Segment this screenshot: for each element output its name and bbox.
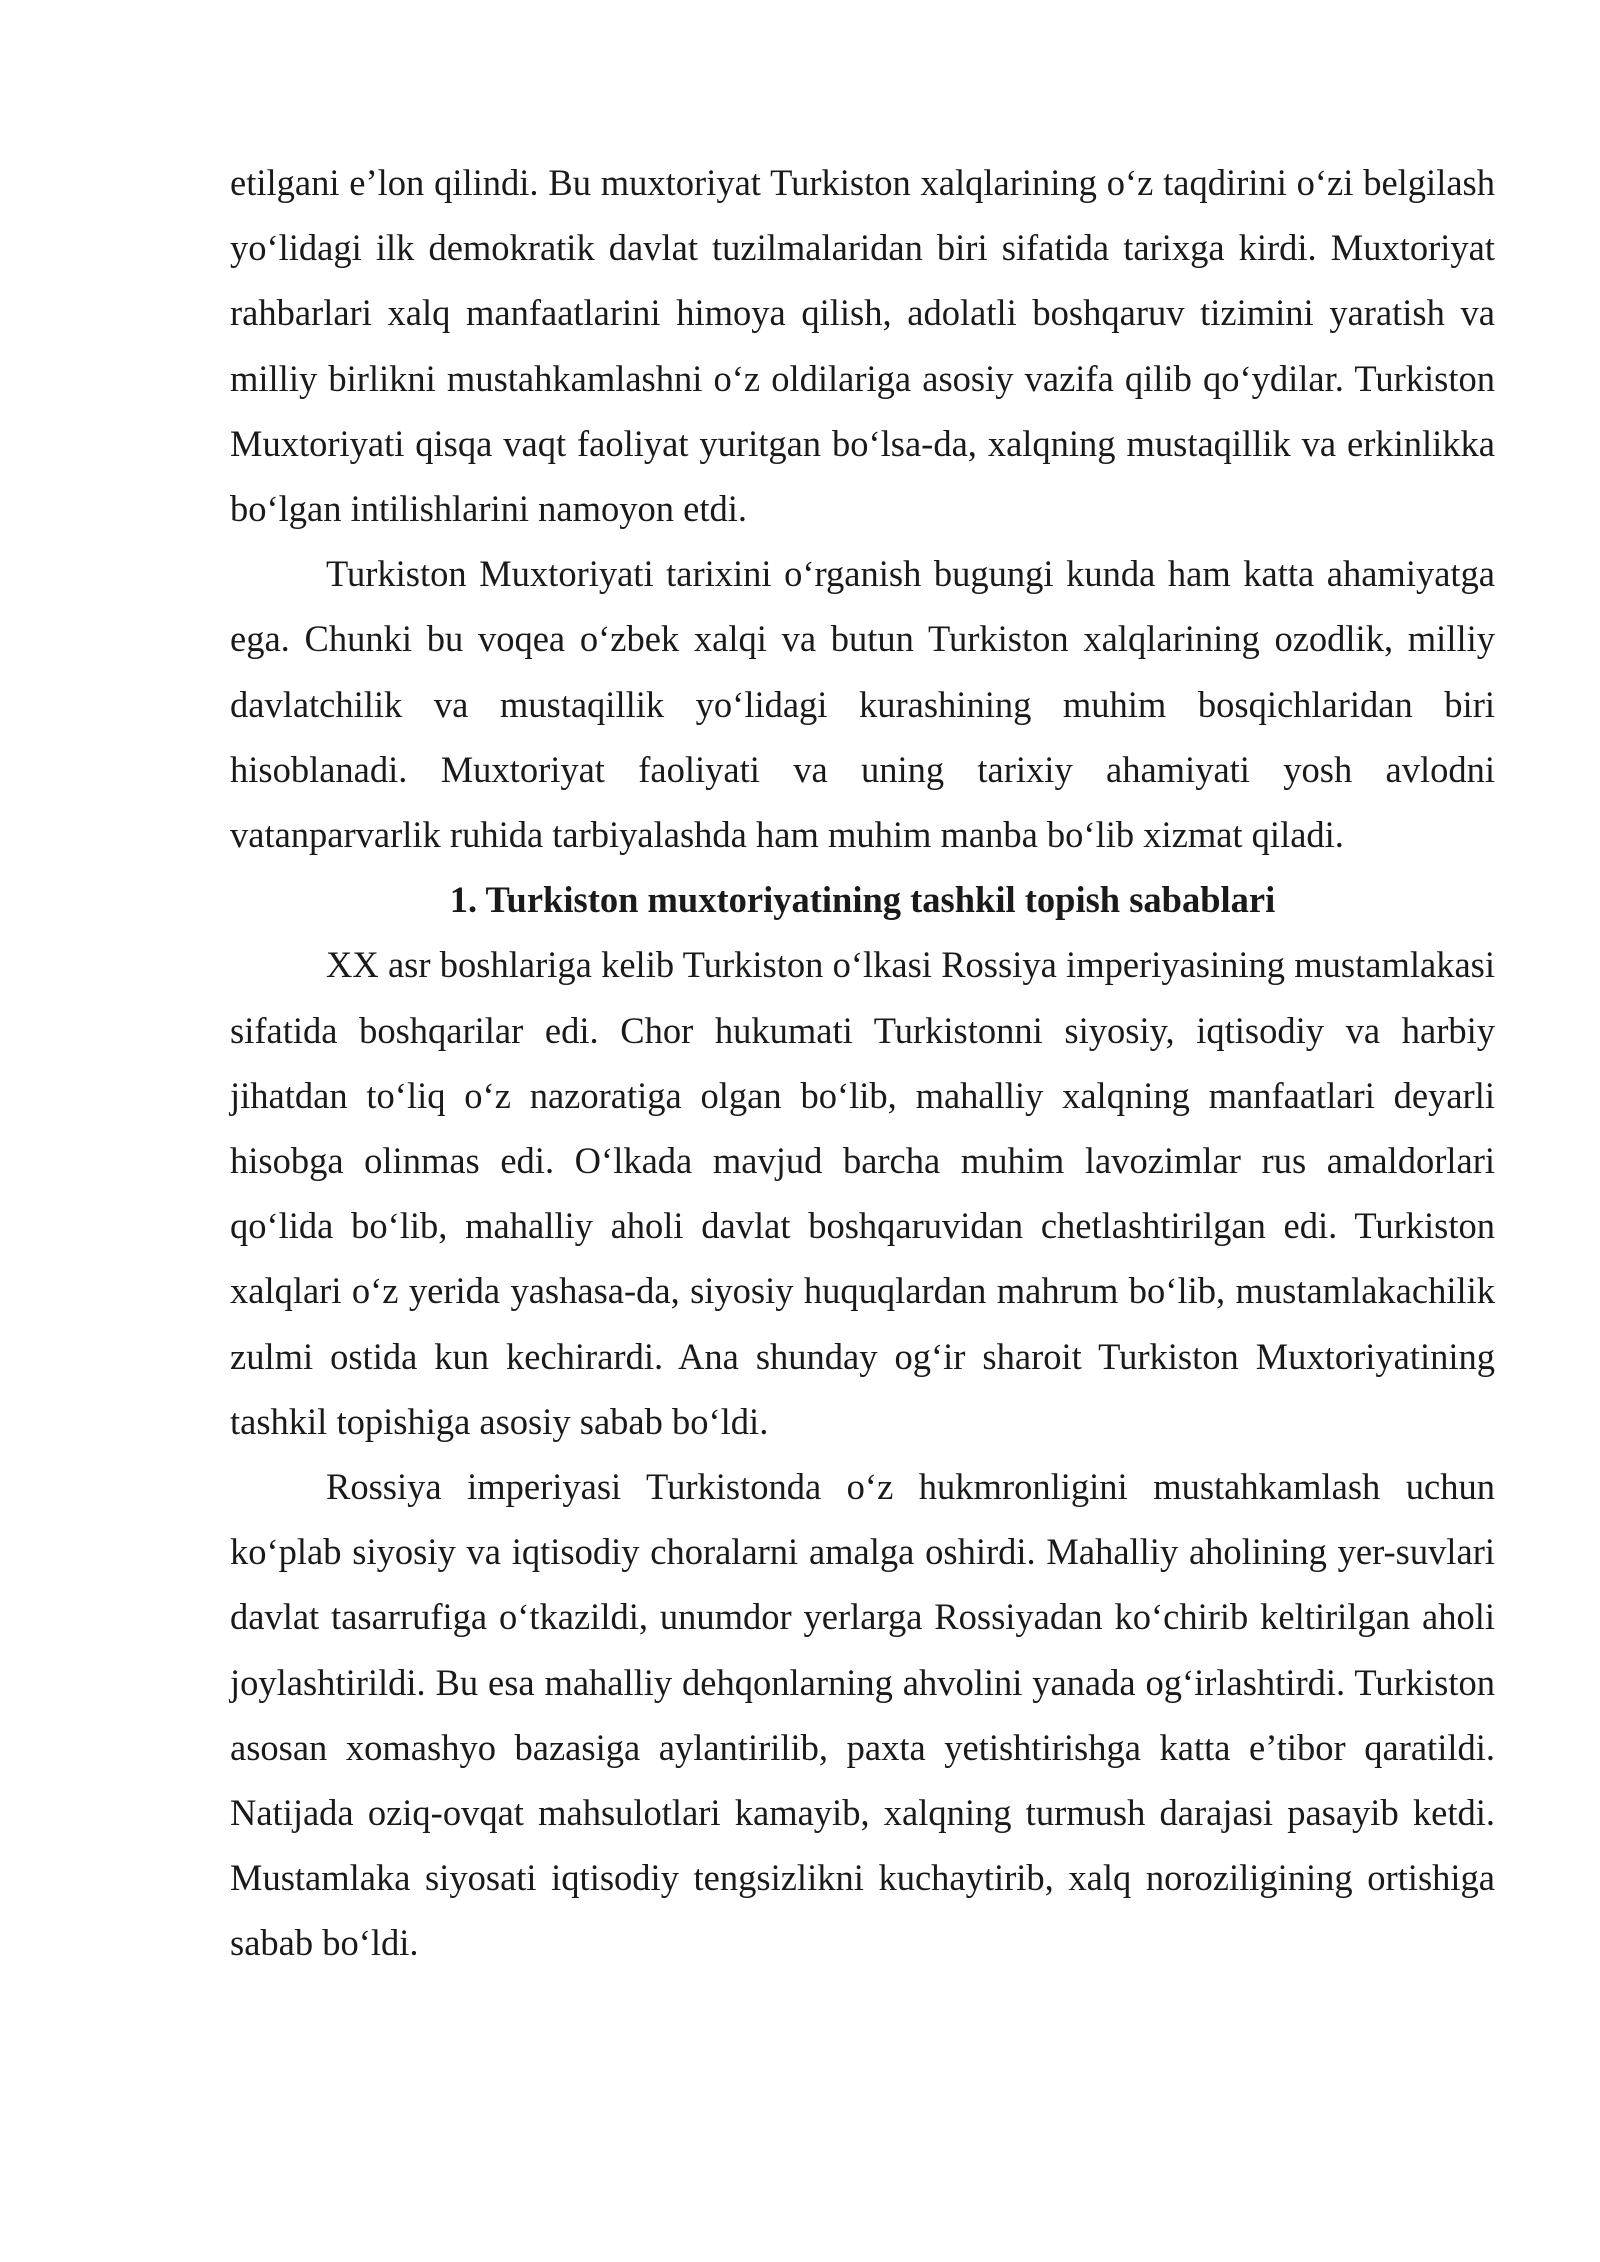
- paragraph-colonial-rule: XX asr boshlariga kelib Turkiston o‘lkasi Rossiya imperiyasining mustamlakasi sifatida boshqarilar edi. Chor hukumati Turkistonni siyosiy, iqtisodiy va harbiy jihatdan to‘liq o‘z nazoratiga olgan bo‘lib, mahalliy xalqning manfaatlari deyarli hisobga olinmas edi. O‘lkada mavjud barcha muhim lavozimlar rus amaldorlari qo‘lida bo‘lib, mahalliy aholi davlat boshqaruvidan chetlashtirilgan edi. Turkiston xalqlari o‘z yerida yashasa-da, siyosiy huquqlardan mahrum bo‘lib, mustamlakachilik zulmi ostida kun kechirardi. Ana shunday og‘ir sharoit Turkiston Muxtoriyatining tashkil topishiga asosiy sabab bo‘ldi.: [230, 944, 1495, 1442]
- document-page: [230, 150, 1495, 1976]
- paragraph-significance: Turkiston Muxtoriyati tarixini o‘rganish bugungi kunda ham katta ahamiyatga ega. Chunki bu voqea o‘zbek xalqi va butun Turkiston xalqlarining ozodlik, milliy davlatchilik va mustaqillik yo‘lidagi kurashining muhim bosqichlaridan biri hisoblanadi. Muxtoriyat faoliyati va uning tarixiy ahamiyati yosh avlodni vatanparvarlik ruhida tarbiyalashda ham muhim manba bo‘lib xizmat qiladi.: [230, 553, 1495, 856]
- paragraph-continuation: etilgani e’lon qilindi. Bu muxtoriyat Turkiston xalqlarining o‘z taqdirini o‘zi belgilash yo‘lidagi ilk demokratik davlat tuzilmalaridan biri sifatida tarixga kirdi. Muxtoriyat rahbarlari xalq manfaatlarini himoya qilish, adolatli boshqaruv tizimini yaratish va milliy birlikni mustahkamlashni o‘z oldilariga asosiy vazifa qilib qo‘ydilar. Turkiston Muxtoriyati qisqa vaqt faoliyat yuritgan bo‘lsa-da, xalqning mustaqillik va erkinlikka bo‘lgan intilishlarini namoyon etdi.: [230, 162, 1495, 530]
- section-heading: 1. Turkiston muxtoriyatining tashkil topish sabablari: [449, 879, 1276, 921]
- paragraph-economic-policy: Rossiya imperiyasi Turkistonda o‘z hukmronligini mustahkamlash uchun ko‘plab siyosiy va iqtisodiy choralarni amalga oshirdi. Mahalliy aholining yer-suvlari davlat tasarrufiga o‘tkazildi, unumdor yerlarga Rossiyadan ko‘chirib keltirilgan aholi joylashtirildi. Bu esa mahalliy dehqonlarning ahvolini yanada og‘irlashtirdi. Turkiston asosan xomashyo bazasiga aylantirilib, paxta yetishtirishga katta e’tibor qaratildi. Natijada oziq-ovqat mahsulotlari kamayib, xalqning turmush darajasi pasayib ketdi. Mustamlaka siyosati iqtisodiy tengsizlikni kuchaytirib, xalq noroziligining ortishiga sabab bo‘ldi.: [230, 1466, 1495, 1964]
